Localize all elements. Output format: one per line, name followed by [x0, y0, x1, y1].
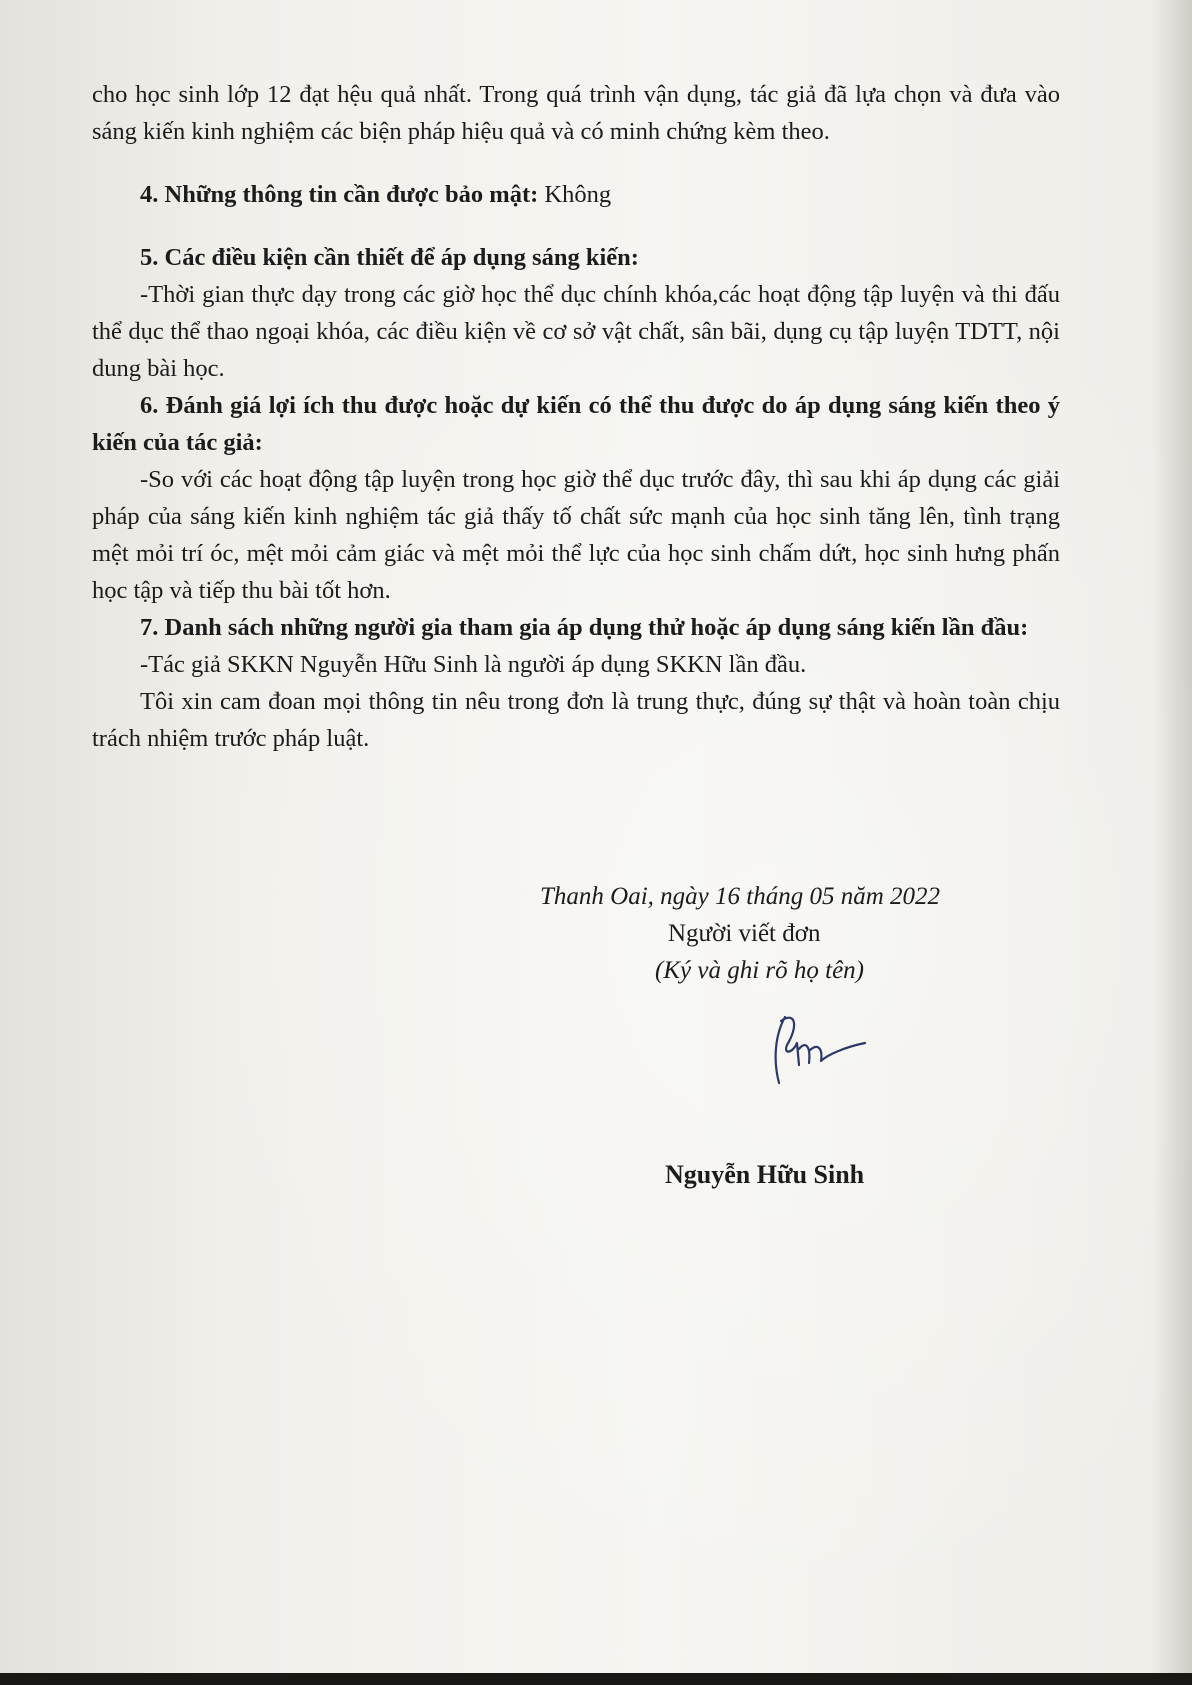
handwritten-signature: [765, 1005, 875, 1090]
signer-name: Nguyễn Hữu Sinh: [665, 1160, 865, 1189]
section-5-body: -Thời gian thực dạy trong các giờ học thể dục chính khóa,các hoạt động tập luyện và thi đấu thể dục thể thao ngoại khóa, các điều kiện về cơ sở vật chất, sân bãi, dụng cụ tập luyện TDTT, nội dung bài học.: [92, 281, 1060, 382]
commitment-paragraph: Tôi xin cam đoan mọi thông tin nêu trong đơn là trung thực, đúng sự thật và hoàn toàn chịu trách nhiệm trước pháp luật.: [92, 688, 1060, 752]
section-7-heading: 7. Danh sách những người gia tham gia áp dụng thử hoặc áp dụng sáng kiến lần đầu:: [140, 614, 1029, 641]
section-6-heading: 6. Đánh giá lợi ích thu được hoặc dự kiến có thể thu được do áp dụng sáng kiến theo ý kiến của tác giả:: [92, 392, 1060, 456]
section-6-body: -So với các hoạt động tập luyện trong học giờ thể dục trước đây, thì sau khi áp dụng các giải pháp của sáng kiến kinh nghiệm tác giả thấy tố chất sức mạnh của học sinh tăng lên, tình trạng mệt mỏi trí óc, mệt mỏi cảm giác và mệt mỏi thể lực của học sinh chấm dứt, học sinh hưng phấn học tập và tiếp thu bài tốt hơn.: [92, 466, 1060, 604]
signer-role: Người viết đơn: [668, 920, 821, 947]
signature-note: (Ký và ghi rõ họ tên): [655, 957, 864, 984]
signature-block: [540, 878, 1060, 989]
section-5-heading: 5. Các điều kiện cần thiết để áp dụng sáng kiến:: [140, 244, 639, 271]
section-4-heading: 4. Những thông tin cần được bảo mật:: [140, 181, 539, 208]
section-4-value: Không: [538, 181, 612, 208]
section-4: [92, 176, 1060, 213]
page-shadow: [1152, 0, 1192, 1685]
scan-bottom-edge: [0, 1673, 1192, 1685]
document-body: [92, 76, 1060, 757]
place-date: Thanh Oai, ngày 16 tháng 05 năm 2022: [540, 883, 940, 910]
intro-paragraph: cho học sinh lớp 12 đạt hệu quả nhất. Trong quá trình vận dụng, tác giả đã lựa chọn và đưa vào sáng kiến kinh nghiệm các biện pháp hiệu quả và có minh chứng kèm theo.: [92, 81, 1060, 145]
section-7-body: -Tác giả SKKN Nguyễn Hữu Sinh là người áp dụng SKKN lần đầu.: [140, 651, 807, 678]
